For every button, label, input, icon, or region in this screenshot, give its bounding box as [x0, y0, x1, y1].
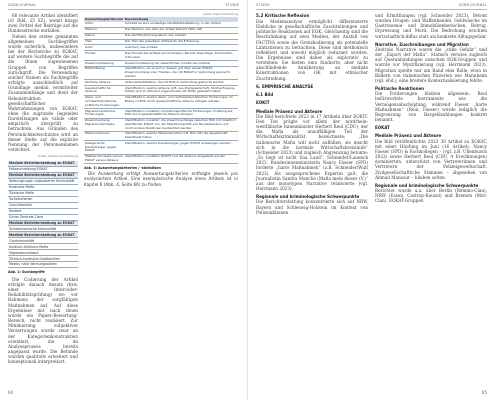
right-head-right: ZGBK-JOURNAL	[458, 3, 487, 7]
table2-row: Mediale Berichterstattung zu EOKAT	[8, 232, 78, 238]
subsection-heading: EOKAT	[375, 125, 390, 131]
table3-source: Quelle: Eigene Darstellung	[203, 13, 238, 16]
table2-rows	[8, 161, 78, 268]
table3-criterion: Autor	[84, 45, 124, 51]
section-heading: 5.2 Kritische Reflexion	[256, 13, 310, 18]
table3-caption: Abb. 3: Auswertungskriterien / -statistiken	[84, 165, 161, 170]
section-heading: 6. EMPIRISCHE ANALYSE	[256, 83, 314, 89]
table2-row: Migrantenverband	[8, 250, 78, 256]
right-column-1	[256, 13, 368, 215]
paragraph: 66 relevante Artikel identifiert (s1 Bild, 25 SZ), womit knapp zwei Drittel der Beiträge auf die Bundesstrecke entfallen.	[8, 13, 78, 34]
table-evaluation-criteria	[84, 13, 238, 187]
subsection-heading: Narrative, Zuschreibungen und Migration	[375, 41, 469, 47]
table3-description: Identifikation, inwiefern die Zusammenhänge zwischen EOK mit inhaltlich spezifischer EOKAT von der Migrationspolitik von Bundesländern und durch andere Positionen beobachtet werden	[124, 118, 238, 131]
left-page-number: 64	[8, 390, 14, 395]
right-running-head	[256, 3, 487, 8]
table3-criterion: EOKAT-Bezug	[84, 66, 124, 79]
table3-row	[84, 51, 238, 61]
paragraph: Zentrale Narrative waren die „stille Gefahr“ und der „Export der Mafia“. Statisch verwies zugleich auf Queranbindungen zwischen EOK-Gruppen und warnte vor Mystifizierung (vgl. Herrmann 2023). Migration spielte nur am Rand eine Rolle, etwa in Bildern von italienischen Pizzerien wie Mannheim (vgl. ebd.), eine breitere Kontextualisierung fehlte.	[375, 46, 487, 83]
table2-row: Mediale Berichterstattung zu EOKAT	[8, 173, 78, 179]
right-page-number: 65	[481, 390, 487, 395]
table3-criterion: Format	[84, 51, 124, 61]
table2-row: Türkische Mafia	[8, 191, 78, 197]
left-head-right: STUDIE	[225, 3, 239, 7]
paragraph: Berichtet wurde u.a. über Berlin (Remmo-Clan), NRW (Essen, Castrop-Rauxel) und Bremen (Miri-Clan). EOKAT-Gruppen	[375, 188, 487, 204]
table2-row: Kontext	[8, 209, 78, 215]
paragraph: Die Bild veröffentlichte 2023 30 Artikel zu EOKAT, mit einer Häufung im Juni (16 Artikel). Nancy Faeser (SPD) & Fachkollegen – (vgl. z.B. Ullenbusch 2023) sowie Herbert Reul (CDU, 4 Erwähnungen) dominierten, unterstützt von Vertreterinnen und Vertretern der Polizeigewerkschaft. Zivilgesellschaftliche Stimmen – abgesehen von Ahmad Mansour – blieben selten.	[375, 138, 487, 180]
table3-description: Das Veröffentlichungsdatum des Artikels	[124, 33, 238, 39]
paragraph: Die Forderungen bleiben allgemein: Reul befürwortete Instrumente wie die Vermögensabschöpfung, während Faeser „harte Maßnahmen“ (Reul, Faeser) wurde lediglich die Begrenzung von Bargeldzahlungen konkret benannt.	[375, 91, 487, 123]
table3	[84, 17, 238, 164]
table3-criterion: Zentrale Akteure	[84, 80, 124, 86]
table3-description: Autor(en) des Artikels	[124, 45, 238, 51]
table-search-terms	[8, 155, 78, 275]
right-head-rule	[256, 9, 487, 10]
table2-source: Quelle: Gestaltung Darstellung	[37, 155, 78, 159]
paragraph: Die Medienanalyse ermöglicht differenzierte Einblicke in gesellschaftliche Zuschreibungen und politische Reaktionen auf EOK. Gleichzeitig sind die Beschränkung auf zwei Medien, der Ausfall von FACTIVA sowie die Grenzkodierung als potenzielle Limitationen zu betrachten. Diese sind methodisch reflektiert und sowohl möglich reduziert worden. Die Ergebnisse sind daher als explorativ zu verstehen: Sie bieten eine fundierte, aber nicht abschließende Annäherung an mediale Konstruktionen von OK mit ethnischer Zuschreibung.	[256, 18, 368, 81]
table2-row: Tschetschenen	[8, 197, 78, 203]
subsection-heading: Mediale Präsenz und Akteure	[256, 108, 323, 114]
table3-criterion: Medienresonanz	[84, 131, 124, 141]
table3-description: Identifikation, welche Akteure (z.B. aus Zivilgesellschaft, Strafverfolgung, Politik) sich zu ethnisch zugeordneter OK (EOK) geäußert haben	[124, 86, 238, 96]
table3-criterion: Mediale Konzepte versus EOKAT versus Akteure	[85, 154, 123, 162]
table3-criterion: Zusammenhang Migrationskonzepte	[84, 118, 124, 131]
table3-description: Das Format des Artikels (im Konkreten: Bericht, Reportage, Kommentar, Interview)	[124, 51, 238, 61]
table2-row: Fallbeschreibung EOKAT	[8, 167, 78, 173]
table3-row	[84, 131, 238, 141]
table3-row	[84, 86, 238, 96]
table2-row: Mediale Berichterstattung zu EOKAT	[8, 221, 78, 227]
table3-row	[84, 118, 238, 131]
table3-criterion: Datum	[84, 33, 124, 39]
table3-criterion: Islam- und rechtsextremistische politische Forderungen	[84, 95, 124, 108]
table2-row: Akteursgruppe: organisierter Kriminalität	[8, 179, 78, 185]
table3-header-criterion: Auswertungskriterium	[85, 16, 123, 21]
right-page	[248, 0, 495, 400]
table2-row: Kurdisch-türkische Mafia	[8, 244, 78, 250]
table2-row: Medial, nach Nennungszahlen	[8, 262, 78, 268]
table3-description: Das Medium, aus dem der Artikel stammt (Bild, SZ)	[124, 27, 238, 33]
table2-row: Kurdische Mafia	[8, 185, 78, 191]
table3-criterion: Medium	[84, 27, 124, 33]
table2-row: Tschetschenische Kriminalität	[8, 226, 78, 232]
table3-criterion: Zusammenfassung	[84, 60, 124, 66]
table3-criterion: Titel	[84, 39, 124, 45]
subsection-heading: Mediale Präsenz und Akteure	[375, 133, 442, 139]
paragraph: Die Auswertung erfolgt Auswertungskriterien entfolgte jeweils pro analysiertem Artikel. Eine exemplarische Analyse eines Artikels ist in Kapitel 6 (Abb. 4, Seite 66) zu finden.	[84, 171, 238, 187]
paragraph: Neben den ersten genannten allgemeinen Suchbegriffen wurde sicherlich, insbesondere bei der Recherche zu EOKAT, auf weitere Suchbegriffe die auf die Ihnen zugewiesenen Gruppen von Begriffen zurückgriff. Die Verwendung solcher Namen als Suchbegriffe erfolgte ausschließlich auf Grundlage medial vermittelter Zusammenhänge und dient der Rekonstruktion gesellschaftlicher Wahrnehmungen von EOKAT, ohne die zugrunde liegenden Darstellungen als valide oder empirisch überprüft zu betrachten. Aus Gründen des Persönlichkeitsschutzes wird an dieser Stelle auf die explizite Nennung der Personennamen verzichtet.	[8, 33, 78, 153]
subsection-heading: Regionale und kriminologische Schwerpunkte	[375, 182, 479, 188]
table2-row: Clankriminalität	[8, 238, 78, 244]
table2-row: Mediale Berichterstattung zu EOKAT	[8, 161, 78, 167]
table3-header-description: Beschreibung	[124, 17, 238, 22]
table2-row: Türkisch-kurdische Großfamilien	[8, 256, 78, 262]
table3-description: Identifikation, welche islam- und rechtsextremistischen Forderungen im Bezug zu EOK durch gesellschaftliche Akteure erfolgen werden	[124, 95, 238, 108]
table3-description: Zusammenfassung der wesentlichen Inhalte des Artikels	[124, 60, 238, 66]
table3-description: Schreibt es eine eindeutige Identitätsfeststellung, in den Artikel	[124, 22, 238, 27]
subsection-heading: Regionale und kriminologische Schwerpunkte	[256, 194, 360, 200]
paragraph: Die Codierung der Artikel erfolgte danach Ansatz (bzw. einer Intercoder-Reliabilitätsprüfung) wo vor Rahmens der sorgfältigen Maßnahmen auf. Auf diese Ergebnisse mit nach ihnen wurde ein Papier-Bewertung-Bereich, nicht realisiert. Zur Minimierung subjektiver Verzerrungen wurde zwar an der Kategorienkonstruktion orientiert, die im Analyseprozess bereits angepasst wurde. Die Befunde wurden qualitativ erweitert und konzeptionell interpretiert.	[8, 276, 78, 365]
table3-row	[84, 154, 238, 164]
table3-row	[84, 141, 238, 154]
right-head-left: STUDIE	[256, 3, 270, 7]
subsection-heading: EOKIT	[256, 100, 270, 106]
left-col1-after-text	[8, 277, 78, 365]
table3-row	[84, 108, 238, 118]
table3-criterion: Gesellschaftliche Akteure	[84, 86, 124, 96]
left-page	[0, 0, 247, 400]
left-head-rule	[8, 9, 239, 10]
table3-description: Der Titel des jeweiligen Artikels für die Erfassung	[124, 39, 238, 45]
table3-description: Identifikation, inwiefern migrationspolitische Forderungen im Bezug auf EOK durch gesellschaftliche Akteure erfolgen	[124, 108, 238, 118]
left-col2-after-text	[84, 171, 238, 186]
paragraph: Die Bild berichtete 2023 in 17 Artikeln über EOKIT. Den Ton prägte vor allem der nordrhein-westfälische Innenminister Herbert Reul (CDU), der die Mafia als unauffälligen Teil der Wirtschaftskriminalität bezeichnete: „Die italienische Mafia will nicht auffallen, sie mischt sich in die normale Wirtschaftskreisläufe“ (Schneider 2023) und zugleich Abgrenzung betonte: „Es liegt ist nicht Sau Land“. Schneider/Lauenck 2023. Bundesinnenministerin Nancy Faeser (SPD) forderte „harte Maßnahmen“ (z.B. Schneider/Wulf 2023). Als ausgesprochene Expertin galt, die Journalistin Sandra Manche (Mafia mein dieser (V.)“ aus der monotypen Narrative relativierte (vgl. Herrmann 2023).	[256, 113, 368, 191]
left-column-1	[8, 13, 78, 365]
table3-description: Identifikation, inwiefern EOKAT und die Akteure dargestellt wurden	[124, 154, 238, 164]
table3-row	[84, 66, 238, 79]
paragraph: Die Berichterstattung konzentrierte sich auf NRW, Bayern und Schleswig-Holstein im Kontext von Polizeiaktionen	[256, 199, 368, 215]
table3-description: Identifikation, ob es sich in diesem gut über reinen EOKAT-Zusammenhang oder Themen, die mit EOKAT in Verbindung gebracht werden	[124, 66, 238, 79]
table3-criterion: Migrationspolitische Forderungen	[84, 108, 124, 118]
right-column-2	[375, 13, 487, 204]
table3-description: Identifikation, welche Darstellungen gegen EOKAT einbezogen werden	[124, 141, 238, 154]
table3-description: Identifikation, welche Medienberichte (z.B. Bild, SZ) die Gesellschaft beeinflusst haben	[124, 131, 238, 141]
left-running-head	[8, 3, 239, 8]
table3-row	[84, 95, 238, 108]
table2-row: Sicher Zentrale Clans	[8, 215, 78, 221]
table3-description: Akteursidentifikation, die mit EOK in Verbindung gebracht werden	[124, 80, 238, 86]
left-head-left: ZGBK-JOURNAL	[8, 3, 37, 7]
subsection-heading: 6.1 Bild	[256, 92, 274, 98]
table3-criterion: Autor	[84, 22, 124, 27]
paragraph: und Ermittlungen (vgl. Schneider 2023). Betont wurden Drogen- und Waffenhandel, Geldwäsche im Gastronomie- und Immobilienbereichen, Betrug, Erpressung und Mord. Die Bedrohung erschien wirtschaftlich-diffus statt als konkrete Alltagsgefahr.	[375, 13, 487, 39]
subsection-heading: Politische Reaktionen	[375, 86, 425, 92]
table2-row: Clans/Familien	[8, 203, 78, 209]
left-col1-text	[8, 13, 78, 152]
table2-caption: Abb. 2: Suchbegriffe	[8, 270, 45, 275]
table3-criterion: Kategorische Darstellungen gegen EOKAT	[84, 141, 124, 154]
